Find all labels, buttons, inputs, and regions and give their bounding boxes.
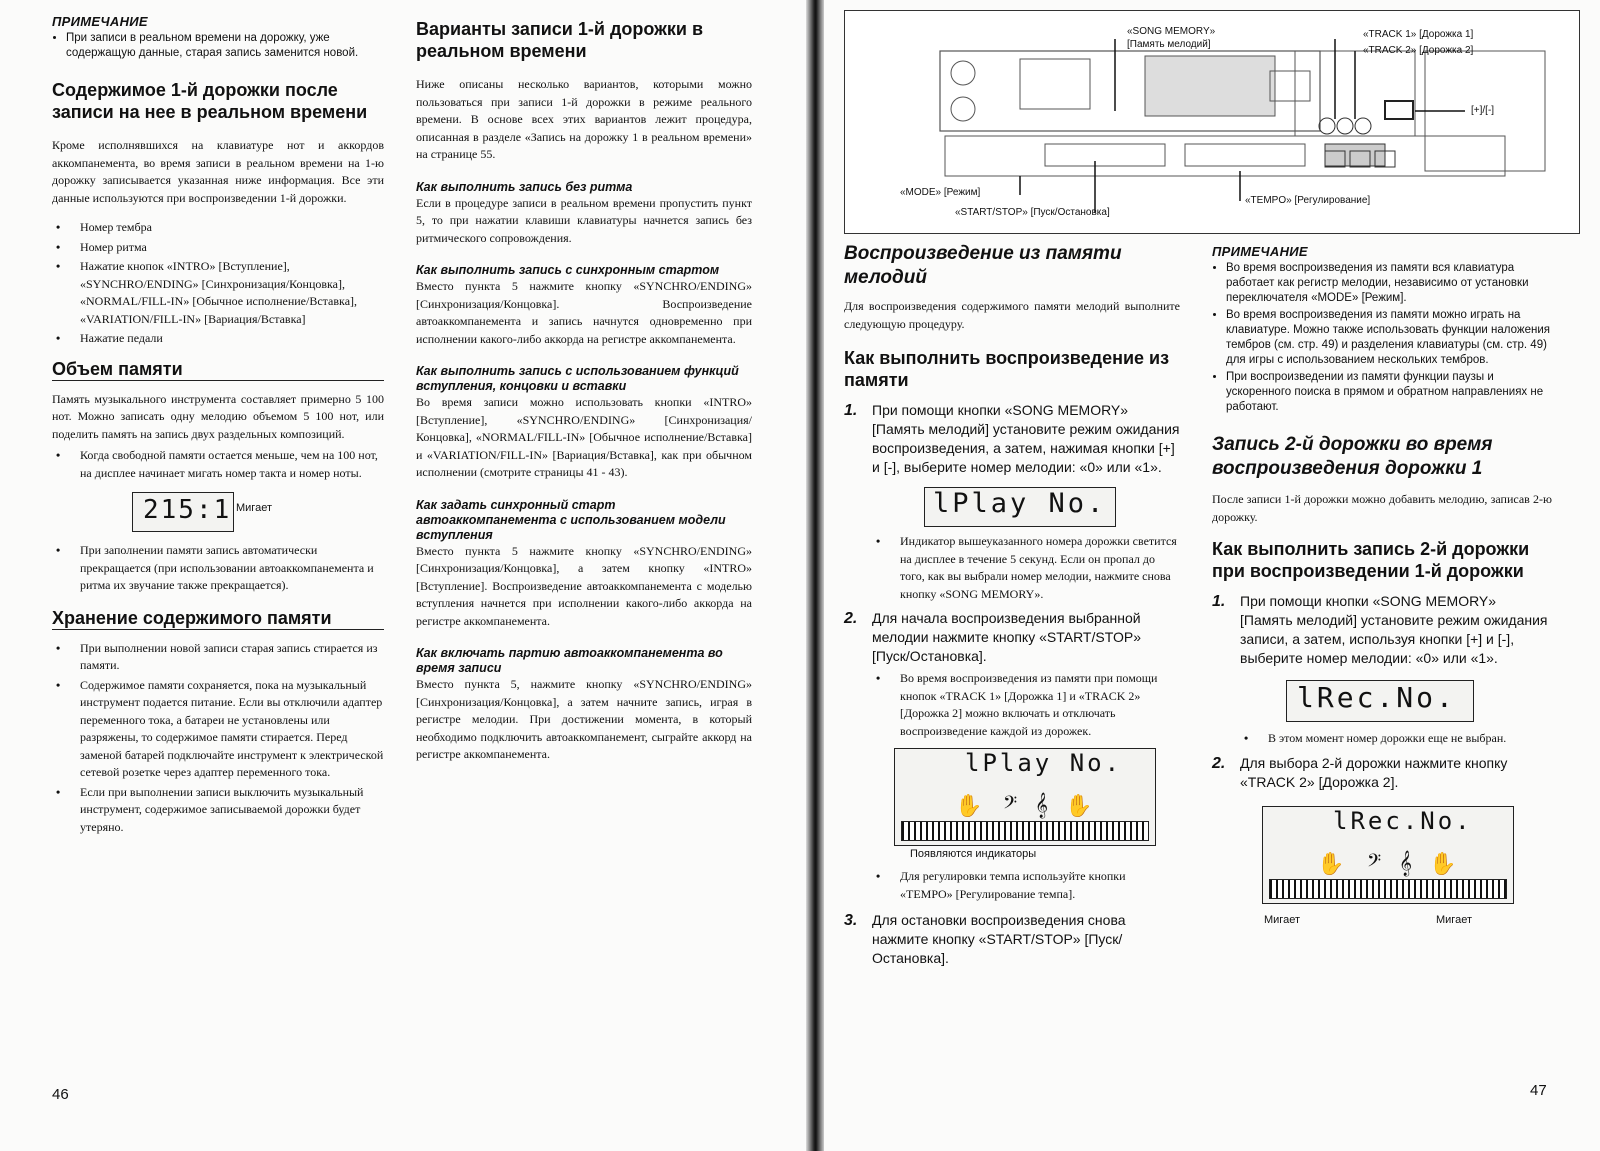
step <box>844 911 1180 968</box>
hand-left-icon: ✋ <box>1317 850 1345 876</box>
lcd-display <box>924 487 1116 527</box>
variant-title: Как выполнить запись с использованием функций вступления, концовки и вставки <box>416 364 739 393</box>
note-title: ПРИМЕЧАНИЕ <box>1212 244 1308 259</box>
note-title: ПРИМЕЧАНИЕ <box>52 14 148 29</box>
track2-label: «TRACK 2» [Дорожка 2] <box>1363 45 1474 56</box>
indicator-caption: Появляются индикаторы <box>910 848 1037 860</box>
lcd-value: 215:1 <box>143 495 232 525</box>
blink-label-right: Мигает <box>1436 913 1472 926</box>
lcd-display <box>132 492 234 532</box>
list-item: • При заполнении памяти запись автоматически прекращается (при использовании автоаккомпанемента и ритма их звучание также прекращается). <box>80 542 384 595</box>
right-column-1 <box>844 242 1180 968</box>
variants-text: Ниже описаны несколько вариантов, которыми можно пользоваться при записи 1-й дорожки в режиме реального времени. В основе всех этих вариантов лежит процедура, описанная в разделе «Запись на дорожку 1 в реальном времени» на странице 55. <box>416 77 752 161</box>
list-item: • Если при выполнении записи выключить музыкальный инструмент, содержимое записываемой дорожки будет утеряно. <box>80 784 384 837</box>
hand-left-icon: ✋ <box>955 793 983 818</box>
list-item: • Номер ритма <box>80 239 384 257</box>
track2-heading: Запись 2-й дорожки во время воспроизведения дорожки 1 <box>1212 434 1493 479</box>
playback-heading: Воспроизведение из памяти мелодий <box>844 243 1122 288</box>
list-item: • Нажатие педали <box>80 330 384 348</box>
storage-heading: Хранение содержимого памяти <box>52 607 384 630</box>
variant-title: Как выполнить запись без ритма <box>416 179 633 194</box>
step <box>1212 754 1552 792</box>
keyboard-panel-diagram <box>844 10 1580 234</box>
right-column-2 <box>1212 244 1552 934</box>
variant-text: Если в процедуре записи в реальном времени пропустить пункт 5, то при нажатии клавиши клавиатуры начнется запись без ритмического сопровождения. <box>416 195 752 245</box>
lcd-full-figure <box>1212 804 1552 934</box>
step-number: 3. <box>844 912 858 929</box>
memory-heading: Объем памяти <box>52 358 384 381</box>
piano-keyboard-icon <box>901 821 1149 841</box>
blink-label-left: Мигает <box>1264 913 1300 926</box>
step1-notes <box>1212 730 1552 748</box>
note-item: • Во время воспроизведения из памяти вся клавиатура работает как регистр мелодии, независимо от установки переключателя «MODE» [Режим]. <box>1226 261 1552 306</box>
step-text: При помощи кнопки «SONG MEMORY» [Память мелодий] установите режим ожидания воспроизведения, а затем, нажимая кнопки [+] и [-], выберите номер мелодии: «0» или «1». <box>872 402 1180 475</box>
track-contents-text: Кроме исполнявшихся на клавиатуре нот и аккордов аккомпанемента, во время записи в реальном времени на 1-ю дорожку записывается указанная ниже информация. Все эти данные используются при воспроизведении 1-й дорожки. <box>52 138 384 205</box>
step-text: Для начала воспроизведения выбранной мелодии нажмите кнопку «START/STOP» [Пуск/Остановка]. <box>872 610 1142 664</box>
step-number: 1. <box>844 402 858 419</box>
book-spine <box>806 0 824 1151</box>
blink-label: Мигает <box>236 502 272 514</box>
track2-text: После записи 1-й дорожки можно добавить мелодию, записав 2-ю дорожку. <box>1212 492 1552 524</box>
playback-text: Для воспроизведения содержимого памяти мелодий выполните следующую процедуру. <box>844 299 1180 331</box>
variant-text: Вместо пункта 5, нажмите кнопку «SYNCHRO/ENDING» [Синхронизация/Концовка], а затем начните запись, играя в регистре мелодии. При достижении момента, в который необходимо подключить автоаккомпанемент, сыграйте аккорд на регистре аккомпанемента. <box>416 677 752 761</box>
step1-notes <box>844 533 1180 603</box>
memory-list <box>52 447 384 482</box>
playback-how-heading: Как выполнить воспроизведение из памяти <box>844 348 1170 390</box>
list-item: • Когда свободной памяти остается меньше, чем на 100 нот, на дисплее начинает мигать номер такта и номер ноты. <box>80 447 384 482</box>
variant-title: Как включать партию автоаккомпанемента во время записи <box>416 646 723 675</box>
memory-text: Память музыкального инструмента составляет примерно 5 100 нот. Можно записать одну мелодию объемом 5 100 нот, или поделить память на запись двух раздельных композиций. <box>52 391 384 441</box>
hand-right-icon: ✋ <box>1065 793 1093 818</box>
lcd-value: lPlay No. <box>933 488 1107 519</box>
step-text: При помощи кнопки «SONG MEMORY» [Память мелодий] установите режим ожидания записи, а затем, используя кнопки [+] и [-], выберите номер мелодии: «0» или «1». <box>1240 593 1548 666</box>
tempo-label: «TEMPO» [Регулирование] <box>1245 195 1371 206</box>
list-item: • При выполнении новой записи старая запись стирается из памяти. <box>80 640 384 675</box>
bass-clef-icon: 𝄢 <box>1367 850 1382 876</box>
track2-how-heading: Как выполнить запись 2-й дорожки при воспроизведении 1-й дорожки <box>1212 539 1530 581</box>
start-stop-label: «START/STOP» [Пуск/Остановка] <box>955 207 1110 218</box>
step-number: 2. <box>844 610 858 627</box>
variant-title: Как задать синхронный старт автоаккомпанемента с использованием модели вступления <box>416 497 726 542</box>
list-item: • Номер тембра <box>80 219 384 237</box>
memory-lcd-figure <box>52 488 384 538</box>
track-contents-heading: Содержимое 1-й дорожки после записи на нее в реальном времени <box>52 80 368 122</box>
list-item: • Для регулировки темпа используйте кнопки «TEMPO» [Регулирование темпа]. <box>900 868 1180 903</box>
step-text: Для выбора 2-й дорожки нажмите кнопку «TRACK 2» [Дорожка 2]. <box>1240 754 1508 790</box>
track-contents-list <box>52 219 384 348</box>
step <box>844 401 1180 477</box>
list-item: • Содержимое памяти сохраняется, пока на музыкальный инструмент подается питание. Если вы отключили адаптер переменного тока, а батареи не установлены или разряжены, то содержимое памяти стирается. Перед заменой батарей подключайте инструмент к электрической сетевой розетке через адаптер переменного тока. <box>80 677 384 782</box>
list-item: • Нажатие кнопок «INTRO» [Вступление], «SYNCHRO/ENDING» [Синхронизация/Концовка], «NORMAL/FILL-IN» [Обычное исполнение/Вставка], «VARIATION/FILL-IN» [Вариация/Вставка] <box>80 258 384 328</box>
mode-label: «MODE» [Режим] <box>900 187 981 198</box>
step-number: 2. <box>1212 754 1226 772</box>
page-number: 47 <box>1530 1082 1547 1099</box>
piano-keyboard-icon <box>1269 879 1507 899</box>
variant-text: Во время записи можно использовать кнопки «INTRO» [Вступление], «SYNCHRO/ENDING» [Синхронизация/Концовка], «NORMAL/FILL-IN» [Обычное исполнение/Вставка] и «VARIATION/FILL-IN» [Вариация/Вставка], как при обычном исполнении (смотрите страницы 41 - 43). <box>416 395 752 479</box>
step <box>1212 592 1552 668</box>
lcd-value: lRec.No. <box>1297 681 1456 714</box>
lcd-full-figure <box>844 746 1180 866</box>
treble-clef-icon: 𝄞 <box>1399 850 1413 876</box>
note-item: • При записи в реальном времени на дорожку, уже содержащую данные, старая запись заменится новой. <box>66 31 384 61</box>
note-list <box>1212 261 1552 415</box>
note-item: • При воспроизведении из памяти функции паузы и ускоренного поиска в прямом и обратном направлениях не работают. <box>1226 370 1552 415</box>
step-text: Для остановки воспроизведения снова нажмите кнопку «START/STOP» [Пуск/Остановка]. <box>872 912 1126 966</box>
note-item: • Во время воспроизведения из памяти можно играть на клавиатуре. Можно также использовать функции наложения тембров (см. стр. 49) и разделения клавиатуры (см. стр. 49) для игры с использованием нескольких тембров. <box>1226 308 1552 368</box>
bass-clef-icon: 𝄢 <box>1003 793 1018 818</box>
lcd-display <box>1286 680 1474 722</box>
variants-heading: Варианты записи 1-й дорожки в реальном времени <box>416 19 704 61</box>
list-item: • Во время воспроизведения из памяти при помощи кнопок «TRACK 1» [Дорожка 1] и «TRACK 2» [Дорожка 2] можно включать и отключать воспроизведение каждой из дорожек. <box>900 670 1180 740</box>
song-memory-label: «SONG MEMORY» [Память мелодий] <box>1127 26 1216 50</box>
treble-clef-icon: 𝄞 <box>1035 793 1049 818</box>
lcd-display <box>1262 806 1514 904</box>
hand-right-icon: ✋ <box>1429 850 1457 876</box>
track1-label: «TRACK 1» [Дорожка 1] <box>1363 29 1474 40</box>
lcd-display <box>894 748 1156 846</box>
page-number: 46 <box>52 1086 69 1103</box>
variant-title: Как выполнить запись с синхронным стартом <box>416 263 720 277</box>
left-column-2 <box>416 18 752 764</box>
step-number: 1. <box>1212 593 1226 610</box>
variant-text: Вместо пункта 5 нажмите кнопку «SYNCHRO/ENDING» [Синхронизация/Концовка], а затем кнопку «INTRO» [Вступление]. Воспроизведение автоаккомпанемента с моделью вступления начнется при исполнении какого-либо аккорда на регистре аккомпанемента. <box>416 543 752 628</box>
memory-list-2 <box>52 542 384 595</box>
left-column-1 <box>52 14 384 838</box>
page-47 <box>824 0 1600 1151</box>
step <box>844 609 1180 666</box>
lcd-figure <box>1212 676 1552 726</box>
list-item: • В этом момент номер дорожки еще не выбран. <box>1268 730 1552 748</box>
lcd-value: lRec.No. <box>1333 806 1473 835</box>
step2-notes <box>844 670 1180 740</box>
list-item: • Индикатор вышеуказанного номера дорожки светится на дисплее в течение 5 секунд. Если он пропал до того, как вы выбрали номер мелодии, нажмите снова кнопку «SONG MEMORY». <box>900 533 1180 603</box>
storage-list <box>52 640 384 837</box>
lcd-figure <box>844 485 1180 529</box>
tempo-notes <box>844 868 1180 903</box>
lcd-value: lPlay No. <box>965 749 1123 777</box>
variant-text: Вместо пункта 5 нажмите кнопку «SYNCHRO/ENDING» [Синхронизация/Концовка]. Воспроизведение автоаккомпанемента и запись начнутся одновременно при исполнении какого-либо аккорда на регистре аккомпанемента. <box>416 279 752 346</box>
note-list <box>52 31 384 61</box>
plus-minus-label: [+]/[-] <box>1471 105 1495 116</box>
